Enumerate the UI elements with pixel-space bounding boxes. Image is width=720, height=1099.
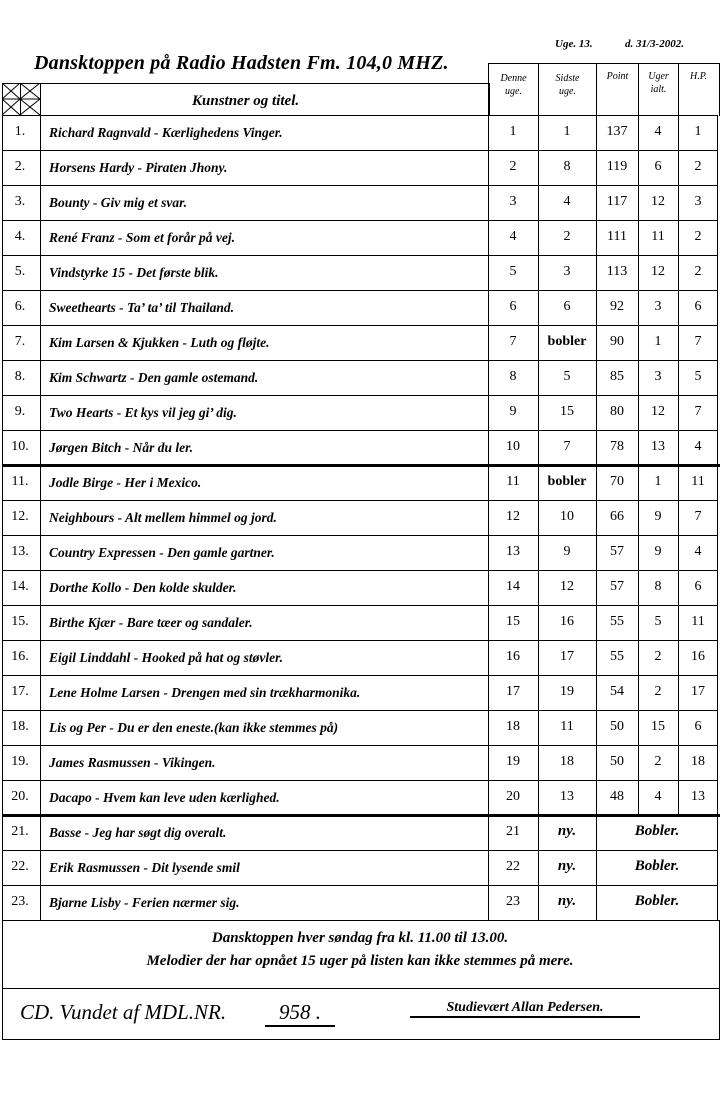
highest-position-value: 2 (694, 229, 702, 244)
highest-position-value: 13 (691, 789, 705, 804)
rank-number: 6. (14, 299, 26, 314)
rank-number: 11. (11, 474, 29, 489)
points-value: 57 (610, 544, 624, 559)
rank-number: 15. (11, 614, 29, 629)
song-title: Vindstyrke 15 - Det første blik. (49, 265, 219, 280)
last-week-position: 18 (560, 754, 574, 769)
points-value: 50 (610, 719, 624, 734)
highest-position-value: 2 (694, 159, 702, 174)
song-title: Jørgen Bitch - Når du ler. (49, 440, 194, 455)
rank-number: 21. (11, 824, 29, 839)
last-week-position: 4 (563, 194, 571, 209)
new-status: ny. (557, 893, 577, 909)
studio-host: Studievært Allan Pedersen. (410, 1000, 640, 1018)
weeks-total-value: 2 (654, 684, 662, 699)
last-week-position: 17 (560, 649, 574, 664)
rank-number: 4. (14, 229, 26, 244)
this-week-position: 10 (506, 439, 520, 454)
weeks-total-value: 1 (654, 474, 662, 489)
song-title: Basse - Jeg har søgt dig overalt. (49, 825, 227, 840)
page-title: Dansktoppen på Radio Hadsten Fm. 104,0 MHZ. (34, 52, 449, 74)
last-week-position: 11 (560, 719, 574, 734)
this-week-position: 16 (506, 649, 520, 664)
new-status: ny. (557, 823, 577, 839)
points-value: 119 (606, 159, 628, 174)
weeks-total-value: 11 (651, 229, 665, 244)
rank-number: 1. (14, 124, 26, 139)
weeks-total-value: 12 (651, 264, 665, 279)
weeks-total-value: 4 (654, 124, 662, 139)
points-value: 85 (610, 369, 624, 384)
date-label: d. 31/3-2002. (625, 38, 684, 50)
song-title: René Franz - Som et forår på vej. (49, 230, 236, 245)
this-week-position: 9 (509, 404, 517, 419)
rank-number: 12. (11, 509, 29, 524)
highest-position-value: 4 (694, 544, 702, 559)
this-week-position: 17 (506, 684, 520, 699)
last-week-position: 19 (560, 684, 574, 699)
last-week-position: 10 (560, 509, 574, 524)
points-value: 78 (610, 439, 624, 454)
rank-number: 22. (11, 859, 29, 874)
song-title: Lis og Per - Du er den eneste.(kan ikke stemmes på) (49, 720, 339, 735)
rank-number: 9. (14, 404, 26, 419)
last-week-position: 5 (563, 369, 571, 384)
points-value: 113 (606, 264, 628, 279)
song-title: Eigil Linddahl - Hooked på hat og støvler. (49, 650, 284, 665)
weeks-total-value: 15 (651, 719, 665, 734)
highest-position-value: 18 (691, 754, 705, 769)
last-week-position: 7 (563, 439, 571, 454)
col-hp: H.P. (689, 71, 708, 82)
song-title: Bounty - Giv mig et svar. (49, 195, 187, 210)
rank-number: 2. (14, 159, 26, 174)
last-week-position: 12 (560, 579, 574, 594)
rank-number: 7. (14, 334, 26, 349)
section-divider (2, 464, 720, 467)
col-this-week: Denne uge. (500, 73, 527, 97)
weeks-total-value: 6 (654, 159, 662, 174)
this-week-position: 2 (509, 159, 517, 174)
footer-rules: Melodier der har opnået 15 uger på listen kan ikke stemmes på mere. (146, 953, 574, 969)
song-title: Lene Holme Larsen - Drengen med sin trækharmonika. (49, 685, 361, 700)
highest-position-value: 6 (694, 299, 702, 314)
highest-position-value: 11 (691, 614, 705, 629)
last-week-position: 6 (563, 299, 571, 314)
col-points: Point (606, 71, 629, 82)
highest-position-value: 7 (694, 509, 702, 524)
bubbler-note: Bobler. (634, 823, 680, 839)
rank-number: 13. (11, 544, 29, 559)
song-title: Two Hearts - Et kys vil jeg gi’ dig. (49, 405, 237, 420)
highest-position-value: 7 (694, 334, 702, 349)
weeks-total-value: 3 (654, 299, 662, 314)
points-value: 111 (607, 229, 627, 244)
last-week-position: bobler (547, 474, 587, 489)
song-title: Richard Ragnvald - Kærlighedens Vinger. (49, 125, 283, 140)
bubbler-note: Bobler. (634, 893, 680, 909)
last-week-position: 1 (563, 124, 571, 139)
rank-number: 14. (11, 579, 29, 594)
this-week-position: 3 (509, 194, 517, 209)
highest-position-value: 3 (694, 194, 702, 209)
points-value: 55 (610, 614, 624, 629)
this-week-position: 11 (506, 474, 520, 489)
rank-number: 10. (11, 439, 29, 454)
this-week-position: 14 (506, 579, 520, 594)
weeks-total-value: 13 (651, 439, 665, 454)
artist-title-header: Kunstner og titel. (192, 93, 300, 109)
highest-position-value: 16 (691, 649, 705, 664)
col-weeks-total: Uger ialt. (648, 71, 669, 95)
last-week-position: 3 (563, 264, 571, 279)
song-title: Kim Schwartz - Den gamle ostemand. (49, 370, 259, 385)
this-week-position: 7 (509, 334, 517, 349)
weeks-total-value: 9 (654, 544, 662, 559)
highest-position-value: 6 (694, 719, 702, 734)
highest-position-value: 17 (691, 684, 705, 699)
highest-position-value: 5 (694, 369, 702, 384)
highest-position-value: 7 (694, 404, 702, 419)
last-week-position: 2 (563, 229, 571, 244)
col-last-week: Sidste uge. (555, 73, 580, 97)
section-divider (2, 814, 720, 817)
this-week-position: 18 (506, 719, 520, 734)
week-label: Uge. 13. (555, 38, 593, 50)
rank-number: 18. (11, 719, 29, 734)
rank-number: 3. (14, 194, 26, 209)
weeks-total-value: 5 (654, 614, 662, 629)
this-week-position: 23 (506, 894, 520, 909)
this-week-position: 15 (506, 614, 520, 629)
points-value: 48 (610, 789, 624, 804)
highest-position-value: 2 (694, 264, 702, 279)
points-value: 55 (610, 649, 624, 664)
last-week-position: 13 (560, 789, 574, 804)
this-week-position: 19 (506, 754, 520, 769)
points-value: 117 (606, 194, 628, 209)
weeks-total-value: 4 (654, 789, 662, 804)
footer-broadcast-info: Dansktoppen hver søndag fra kl. 11.00 til 13.00. (211, 930, 509, 946)
weeks-total-value: 9 (654, 509, 662, 524)
song-title: Dacapo - Hvem kan leve uden kærlighed. (49, 790, 280, 805)
weeks-total-value: 12 (651, 404, 665, 419)
this-week-position: 8 (509, 369, 517, 384)
points-value: 54 (610, 684, 624, 699)
last-week-position: bobler (547, 334, 587, 349)
new-status: ny. (557, 858, 577, 874)
this-week-position: 5 (509, 264, 517, 279)
this-week-position: 6 (509, 299, 517, 314)
points-value: 92 (610, 299, 624, 314)
highest-position-value: 1 (694, 124, 702, 139)
last-week-position: 9 (563, 544, 571, 559)
last-week-position: 8 (563, 159, 571, 174)
weeks-total-value: 1 (654, 334, 662, 349)
highest-position-value: 11 (691, 474, 705, 489)
points-value: 90 (610, 334, 624, 349)
rank-number: 8. (14, 369, 26, 384)
song-title: Birthe Kjær - Bare tæer og sandaler. (49, 615, 253, 630)
weeks-total-value: 12 (651, 194, 665, 209)
highest-position-value: 6 (694, 579, 702, 594)
rank-number: 5. (14, 264, 26, 279)
weeks-total-value: 8 (654, 579, 662, 594)
song-title: Neighbours - Alt mellem himmel og jord. (49, 510, 277, 525)
points-value: 66 (610, 509, 624, 524)
song-title: Horsens Hardy - Piraten Jhony. (49, 160, 228, 175)
this-week-position: 21 (506, 824, 520, 839)
song-title: Kim Larsen & Kjukken - Luth og fløjte. (49, 335, 270, 350)
rank-number: 23. (11, 894, 29, 909)
points-value: 137 (606, 124, 628, 139)
this-week-position: 4 (509, 229, 517, 244)
weeks-total-value: 2 (654, 754, 662, 769)
cd-winner-number: 958 . (265, 1000, 335, 1027)
rank-number: 20. (11, 789, 29, 804)
points-value: 57 (610, 579, 624, 594)
bubbler-note: Bobler. (634, 858, 680, 874)
last-week-position: 16 (560, 614, 574, 629)
points-value: 70 (610, 474, 624, 489)
this-week-position: 13 (506, 544, 520, 559)
song-title: Dorthe Kollo - Den kolde skulder. (49, 580, 237, 595)
this-week-position: 20 (506, 789, 520, 804)
song-title: Bjarne Lisby - Ferien nærmer sig. (49, 895, 240, 910)
song-title: Erik Rasmussen - Dit lysende smil (49, 860, 240, 875)
points-value: 50 (610, 754, 624, 769)
rank-number: 17. (11, 684, 29, 699)
points-value: 80 (610, 404, 624, 419)
rank-number: 19. (11, 754, 29, 769)
song-title: Sweethearts - Ta’ ta’ til Thailand. (49, 300, 235, 315)
this-week-position: 12 (506, 509, 520, 524)
weeks-total-value: 3 (654, 369, 662, 384)
song-title: Country Expressen - Den gamle gartner. (49, 545, 275, 560)
this-week-position: 1 (509, 124, 517, 139)
weeks-total-value: 2 (654, 649, 662, 664)
cd-winner-label: CD. Vundet af MDL.NR. (20, 1000, 227, 1024)
crossed-box-icon (2, 83, 40, 115)
this-week-position: 22 (506, 859, 520, 874)
song-title: Jodle Birge - Her i Mexico. (49, 475, 202, 490)
song-title: James Rasmussen - Vikingen. (49, 755, 216, 770)
rank-number: 16. (11, 649, 29, 664)
last-week-position: 15 (560, 404, 574, 419)
highest-position-value: 4 (694, 439, 702, 454)
